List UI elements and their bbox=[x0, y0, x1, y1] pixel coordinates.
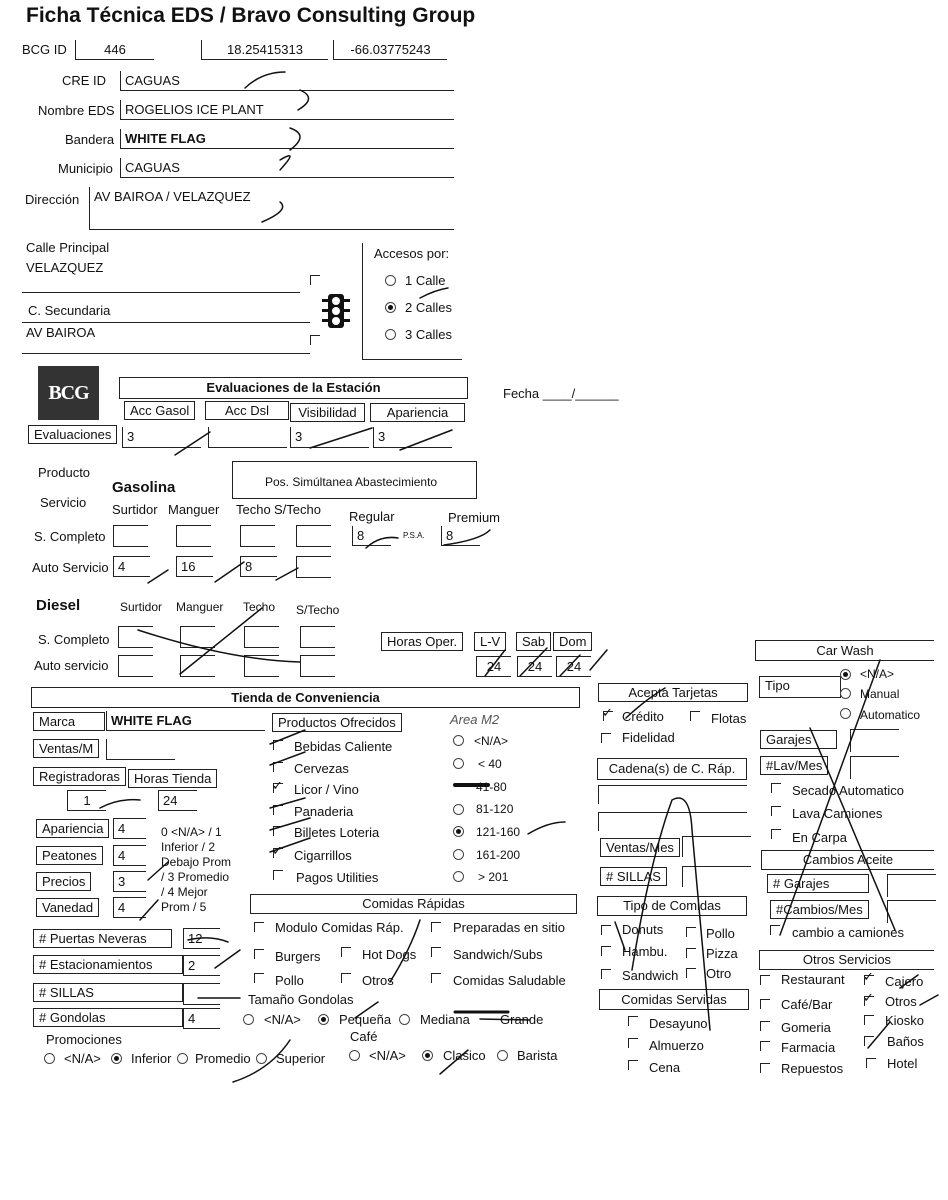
repuestos-label: Repuestos bbox=[781, 1061, 844, 1076]
promo-na-label: <N/A> bbox=[64, 1051, 101, 1066]
gas-manguer-header: Manguer bbox=[168, 502, 220, 517]
latitude-field[interactable]: 18.25415313 bbox=[201, 40, 328, 60]
variedad-label: Vanedad bbox=[36, 898, 99, 917]
gondola-mediana-label: Mediana bbox=[420, 1012, 470, 1027]
visibilidad-header: Visibilidad bbox=[290, 403, 365, 422]
scale-0: 0 <N/A> / 1 bbox=[161, 825, 222, 839]
evaluaciones-title: Evaluaciones de la Estación bbox=[119, 377, 468, 399]
municipio-label: Municipio bbox=[58, 161, 113, 176]
cafe-clasico-label: Clasico bbox=[443, 1048, 486, 1063]
flotas-label: Flotas bbox=[711, 711, 747, 726]
en-carpa-label: En Carpa bbox=[792, 830, 847, 845]
accesos-1-radio[interactable] bbox=[385, 275, 396, 286]
apariencia-header: Apariencia bbox=[370, 403, 465, 422]
car-wash-title: Car Wash bbox=[755, 640, 934, 661]
diesel-sc-surtidor[interactable] bbox=[118, 626, 153, 648]
desayuno-label: Desayuno bbox=[649, 1016, 708, 1031]
fidelidad-checkbox[interactable] bbox=[601, 733, 611, 743]
hotel-label: Hotel bbox=[887, 1056, 918, 1071]
accesos-label: Accesos por: bbox=[374, 246, 450, 261]
kiosko-label: Kiosko bbox=[885, 1013, 925, 1028]
acc-gasol-header: Acc Gasol bbox=[124, 401, 195, 420]
cambios-aceite-title: Cambios Aceite bbox=[761, 850, 934, 870]
registradoras-label: Registradoras bbox=[33, 767, 126, 786]
hotdogs-label: Hot Dogs bbox=[362, 947, 417, 962]
n-cambios-label: #Cambios/Mes bbox=[770, 900, 869, 919]
modulo-label: Modulo Comidas Ráp. bbox=[275, 920, 404, 935]
garajes-field[interactable] bbox=[850, 729, 899, 752]
traffic-light-icon bbox=[321, 293, 351, 334]
sandwich-subs-checkbox[interactable] bbox=[431, 947, 441, 957]
marca-label: Marca bbox=[33, 712, 105, 731]
credito-check-mark: ✓ bbox=[602, 705, 613, 720]
hotdogs-checkbox[interactable] bbox=[341, 947, 351, 957]
cigarrillos-label: Cigarrillos bbox=[294, 848, 352, 863]
otros-servicios-title: Otros Servicios bbox=[759, 950, 934, 970]
gondola-grande-label: Grande bbox=[500, 1012, 544, 1027]
cafe-bar-label: Café/Bar bbox=[781, 997, 833, 1012]
bcg-logo: BCG bbox=[38, 366, 99, 420]
calle-secundaria-field[interactable]: AV BAIROA bbox=[22, 322, 310, 354]
nombre-field[interactable]: ROGELIOS ICE PLANT bbox=[120, 100, 454, 120]
sillas-field[interactable] bbox=[183, 983, 220, 1005]
carwash-auto-radio[interactable] bbox=[840, 708, 851, 719]
calle-principal-label: Calle Principal bbox=[26, 240, 110, 255]
cambio-camiones-label: cambio a camiones bbox=[792, 925, 904, 940]
comidas-servidas-title: Comidas Servidas bbox=[599, 989, 749, 1010]
diesel-as-techo[interactable] bbox=[244, 655, 279, 677]
puertas-neveras-field[interactable]: 12 bbox=[183, 928, 220, 949]
car-wash-tipo-label: Tipo bbox=[759, 676, 841, 698]
diesel-sc-stecho[interactable] bbox=[300, 626, 335, 648]
burgers-checkbox[interactable] bbox=[254, 949, 264, 959]
cadena-sillas-label: # SILLAS bbox=[600, 867, 667, 886]
loteria-checkbox[interactable] bbox=[273, 826, 283, 836]
almuerzo-checkbox[interactable] bbox=[628, 1038, 638, 1048]
sandwich-tipo-checkbox[interactable] bbox=[601, 969, 611, 979]
modulo-checkbox[interactable] bbox=[254, 922, 264, 932]
estacionamientos-label: # Estacionamientos bbox=[33, 955, 183, 974]
gondola-pequena-label: Pequeña bbox=[339, 1012, 392, 1027]
pollo-label: Pollo bbox=[275, 973, 304, 988]
comidas-rapidas-title: Comidas Rápidas bbox=[250, 894, 577, 914]
premium-header: Premium bbox=[448, 510, 501, 525]
premium-value[interactable]: 8 bbox=[441, 526, 480, 546]
promo-promedio-label: Promedio bbox=[195, 1051, 251, 1066]
fidelidad-label: Fidelidad bbox=[622, 730, 675, 745]
gas-sc-manguer[interactable] bbox=[176, 525, 211, 547]
servicio-label: Servicio bbox=[40, 495, 87, 510]
calle-secundaria-checkbox[interactable] bbox=[310, 335, 320, 345]
gondola-mediana-radio[interactable] bbox=[399, 1014, 410, 1025]
precios-label: Precios bbox=[36, 872, 91, 891]
carwash-manual-label: Manual bbox=[860, 687, 900, 701]
secado-checkbox[interactable] bbox=[771, 783, 781, 793]
area-201-radio[interactable] bbox=[453, 871, 464, 882]
cre-id-field[interactable]: CAGUAS bbox=[120, 71, 454, 91]
bebidas-checkbox[interactable] bbox=[273, 740, 283, 750]
pagos-checkbox[interactable] bbox=[273, 870, 283, 880]
cadena-title: Cadena(s) de C. Ráp. bbox=[597, 758, 747, 780]
tamano-gondolas-title: Tamaño Gondolas bbox=[248, 992, 354, 1007]
carwash-manual-radio[interactable] bbox=[840, 688, 851, 699]
cafe-barista-label: Barista bbox=[517, 1048, 558, 1063]
hambu-checkbox[interactable] bbox=[601, 946, 611, 956]
tipo-comidas-title: Tipo de Comidas bbox=[597, 896, 747, 916]
apariencia-value[interactable]: 3 bbox=[373, 427, 452, 448]
bcg-id-field[interactable]: 446 bbox=[75, 40, 154, 60]
peatones-label: Peatones bbox=[36, 846, 103, 865]
carwash-na-radio[interactable] bbox=[840, 669, 851, 680]
scale-1: Inferior / 2 bbox=[161, 840, 216, 854]
scale-3: / 3 Promedio bbox=[161, 870, 230, 884]
gas-stecho-header: S/Techo bbox=[274, 502, 321, 517]
sandwich-tipo-label: Sandwich bbox=[622, 968, 679, 983]
promo-na-radio[interactable] bbox=[44, 1053, 55, 1064]
scale-4: / 4 Mejor bbox=[161, 885, 208, 899]
fecha-label[interactable]: Fecha ____/______ bbox=[503, 386, 619, 401]
en-carpa-checkbox[interactable] bbox=[771, 829, 781, 839]
cafe-na-label: <N/A> bbox=[369, 1048, 406, 1063]
panaderia-checkbox[interactable] bbox=[273, 805, 283, 815]
lav-mes-field[interactable] bbox=[850, 756, 899, 779]
page-title: Ficha Técnica EDS / Bravo Consulting Group bbox=[26, 4, 476, 27]
puertas-neveras-label: # Puertas Neveras bbox=[33, 929, 172, 948]
gondola-na-label: <N/A> bbox=[264, 1012, 301, 1027]
diesel-as-stecho[interactable] bbox=[300, 655, 335, 677]
diesel-as-surtidor[interactable] bbox=[118, 655, 153, 677]
diesel-as-manguer[interactable] bbox=[180, 655, 215, 677]
burgers-label: Burgers bbox=[275, 949, 321, 964]
diesel-techo-header: Techo bbox=[243, 600, 276, 614]
repuestos-checkbox[interactable] bbox=[760, 1063, 770, 1073]
municipio-field[interactable]: CAGUAS bbox=[120, 158, 454, 178]
otros-serv-label: Otros bbox=[885, 994, 917, 1009]
direccion-field[interactable]: AV BAIROA / VELAZQUEZ bbox=[89, 187, 454, 230]
diesel-sc-manguer[interactable] bbox=[180, 626, 215, 648]
ventas-m-field[interactable] bbox=[106, 739, 175, 760]
area-160-radio[interactable] bbox=[453, 826, 464, 837]
pollo-tipo-label: Pollo bbox=[706, 926, 735, 941]
banos-checkbox[interactable] bbox=[864, 1036, 874, 1046]
variedad-field[interactable]: 4 bbox=[113, 897, 146, 918]
gas-sc-surtidor[interactable] bbox=[113, 525, 148, 547]
saludable-label: Comidas Saludable bbox=[453, 973, 566, 988]
garajes-label: Garajes bbox=[760, 730, 837, 749]
diesel-manguer-header: Manguer bbox=[176, 600, 224, 614]
preparadas-label: Preparadas en sitio bbox=[453, 920, 566, 935]
farmacia-checkbox[interactable] bbox=[760, 1041, 770, 1051]
otros-comidas-label: Otros bbox=[362, 973, 394, 988]
gas-sc-stecho[interactable] bbox=[296, 525, 331, 547]
gondola-na-radio[interactable] bbox=[243, 1014, 254, 1025]
horas-tienda-label: Horas Tienda bbox=[128, 769, 217, 788]
apariencia-label: Apariencia bbox=[36, 819, 109, 838]
scale-2: Debajo Prom bbox=[161, 855, 232, 869]
gas-techo-header: Techo bbox=[236, 502, 271, 517]
gasolina-title: Gasolina bbox=[112, 479, 176, 496]
ventas-m-label: Ventas/M bbox=[33, 739, 99, 758]
regular-value[interactable]: 8 bbox=[352, 526, 391, 546]
sab-header: Sab bbox=[516, 632, 551, 651]
accesos-1-label: 1 Calle bbox=[405, 273, 446, 288]
psa-label: P.S.A. bbox=[403, 531, 425, 540]
lav-mes-label: #Lav/Mes bbox=[760, 756, 828, 775]
marca-field[interactable]: WHITE FLAG bbox=[106, 711, 265, 731]
acc-dsl-header: Acc Dsl bbox=[205, 401, 289, 420]
cadena-field-2[interactable] bbox=[598, 812, 747, 831]
gas-sc-techo[interactable] bbox=[240, 525, 275, 547]
sandwich-subs-label: Sandwich/Subs bbox=[453, 947, 543, 962]
saludable-checkbox[interactable] bbox=[431, 973, 441, 983]
desayuno-checkbox[interactable] bbox=[628, 1016, 638, 1026]
precios-field[interactable]: 3 bbox=[113, 871, 146, 892]
diesel-auto-servicio-label: Auto servicio bbox=[34, 658, 109, 673]
gas-as-surtidor[interactable]: 4 bbox=[113, 556, 150, 577]
cambio-camiones-checkbox[interactable] bbox=[770, 925, 780, 935]
n-garajes-label: # Garajes bbox=[767, 874, 869, 893]
promo-inferior-label: Inferior bbox=[131, 1051, 172, 1066]
otro-tipo-label: Otro bbox=[706, 966, 732, 981]
farmacia-label: Farmacia bbox=[781, 1040, 836, 1055]
area-160-label: 121-160 bbox=[476, 825, 521, 839]
accesos-3-label: 3 Calles bbox=[405, 327, 452, 342]
cajero-label: Cajero bbox=[885, 974, 924, 989]
cadena-sillas-field[interactable] bbox=[682, 866, 751, 887]
cafe-barista-radio[interactable] bbox=[497, 1050, 508, 1061]
registradoras-field[interactable]: 1 bbox=[67, 790, 106, 811]
pizza-label: Pizza bbox=[706, 946, 738, 961]
gomeria-label: Gomeria bbox=[781, 1020, 831, 1035]
cena-label: Cena bbox=[649, 1060, 681, 1075]
accesos-2-label: 2 Calles bbox=[405, 300, 452, 315]
cervezas-label: Cervezas bbox=[294, 761, 349, 776]
gas-as-manguer[interactable]: 16 bbox=[176, 556, 213, 577]
estacionamientos-field[interactable]: 2 bbox=[183, 955, 220, 976]
direccion-label: Dirección bbox=[25, 192, 80, 207]
otros-serv-check-mark: ✓ bbox=[863, 990, 874, 1005]
lava-camiones-checkbox[interactable] bbox=[771, 806, 781, 816]
calle-secundaria-label: C. Secundaria bbox=[28, 303, 111, 318]
horas-tienda-field[interactable]: 24 bbox=[158, 790, 197, 811]
promo-superior-radio[interactable] bbox=[256, 1053, 267, 1064]
cigarrillos-check-mark: ✓ bbox=[272, 843, 283, 858]
s-completo-label: S. Completo bbox=[34, 529, 106, 544]
diesel-s-completo-label: S. Completo bbox=[38, 632, 110, 647]
apariencia-field[interactable]: 4 bbox=[113, 818, 146, 839]
acc-gasol-value[interactable]: 3 bbox=[122, 427, 201, 448]
producto-label: Producto bbox=[38, 465, 91, 480]
dom-value[interactable]: 24 bbox=[556, 656, 591, 677]
nombre-label: Nombre EDS bbox=[38, 103, 115, 118]
area-na-radio[interactable] bbox=[453, 735, 464, 746]
cervezas-checkbox[interactable] bbox=[273, 762, 283, 772]
kiosko-checkbox[interactable] bbox=[864, 1015, 874, 1025]
cafe-clasico-radio[interactable] bbox=[422, 1050, 433, 1061]
area-200-radio[interactable] bbox=[453, 849, 464, 860]
promo-superior-label: Superior bbox=[276, 1051, 326, 1066]
area-201-label: > 201 bbox=[478, 870, 509, 884]
bandera-label: Bandera bbox=[65, 132, 115, 147]
pos-simultanea-label: Pos. Simúltanea Abastecimiento bbox=[265, 475, 438, 489]
promo-promedio-radio[interactable] bbox=[177, 1053, 188, 1064]
longitude-field[interactable]: -66.03775243 bbox=[333, 40, 447, 60]
cena-checkbox[interactable] bbox=[628, 1060, 638, 1070]
acc-dsl-value[interactable] bbox=[208, 427, 287, 448]
hotel-checkbox[interactable] bbox=[866, 1058, 876, 1068]
cadena-ventas-field[interactable] bbox=[682, 836, 751, 857]
gondola-pequena-radio[interactable] bbox=[318, 1014, 329, 1025]
sillas-label: # SILLAS bbox=[33, 983, 183, 1002]
loteria-label: Billetes Loteria bbox=[294, 825, 380, 840]
diesel-sc-techo[interactable] bbox=[244, 626, 279, 648]
almuerzo-label: Almuerzo bbox=[649, 1038, 704, 1053]
banos-label: Baños bbox=[887, 1034, 924, 1049]
n-cambios-field[interactable] bbox=[887, 900, 936, 923]
cajero-check-mark: ✓ bbox=[863, 969, 874, 984]
accesos-3-radio[interactable] bbox=[385, 329, 396, 340]
cadena-field-1[interactable] bbox=[598, 785, 747, 804]
productos-ofrecidos-title: Productos Ofrecidos bbox=[272, 713, 402, 732]
promo-inferior-radio[interactable] bbox=[111, 1053, 122, 1064]
area-120-label: 81-120 bbox=[476, 802, 514, 816]
otros-comidas-checkbox[interactable] bbox=[341, 973, 351, 983]
n-garajes-field[interactable] bbox=[887, 874, 936, 897]
bebidas-label: Bebidas Caliente bbox=[294, 739, 393, 754]
area-120-radio[interactable] bbox=[453, 804, 464, 815]
lava-camiones-label: Lava Camiones bbox=[792, 806, 883, 821]
visibilidad-value[interactable]: 3 bbox=[290, 427, 369, 448]
evaluaciones-row-label: Evaluaciones bbox=[28, 425, 117, 444]
accesos-2-radio[interactable] bbox=[385, 302, 396, 313]
cadena-ventas-label: Ventas/Mes bbox=[600, 838, 680, 857]
secado-label: Secado Automatico bbox=[792, 783, 905, 798]
area-40-radio[interactable] bbox=[453, 758, 464, 769]
gondolas-field[interactable]: 4 bbox=[183, 1008, 220, 1029]
lv-header: L-V bbox=[474, 632, 506, 651]
pollo-tipo-checkbox[interactable] bbox=[686, 927, 696, 937]
tienda-title: Tienda de Conveniencia bbox=[31, 687, 580, 708]
area-na-label: <N/A> bbox=[474, 734, 509, 748]
sab-value[interactable]: 24 bbox=[517, 656, 552, 677]
pagos-label: Pagos Utilities bbox=[296, 870, 379, 885]
gas-as-stecho[interactable] bbox=[296, 556, 331, 578]
otro-tipo-checkbox[interactable] bbox=[686, 968, 696, 978]
panaderia-label: Panaderia bbox=[294, 804, 354, 819]
horas-oper-label: Horas Oper. bbox=[381, 632, 463, 651]
dom-header: Dom bbox=[553, 632, 592, 651]
carwash-na-label: <N/A> bbox=[860, 667, 895, 681]
scale-5: Prom / 5 bbox=[161, 900, 207, 914]
area-title: Area M2 bbox=[450, 712, 500, 727]
gomeria-checkbox[interactable] bbox=[760, 1021, 770, 1031]
diesel-title: Diesel bbox=[36, 597, 81, 614]
cafe-na-radio[interactable] bbox=[349, 1050, 360, 1061]
licor-label: Licor / Vino bbox=[294, 782, 359, 797]
promociones-title: Promociones bbox=[46, 1032, 122, 1047]
regular-header: Regular bbox=[349, 509, 395, 524]
cafe-title: Café bbox=[350, 1029, 378, 1044]
gondolas-label: # Gondolas bbox=[33, 1008, 183, 1027]
diesel-surtidor-header: Surtidor bbox=[120, 600, 163, 614]
pollo-checkbox[interactable] bbox=[254, 973, 264, 983]
area-80-label: 41-80 bbox=[476, 780, 507, 794]
restaurant-label: Restaurant bbox=[781, 972, 845, 987]
restaurant-checkbox[interactable] bbox=[760, 975, 770, 985]
gas-as-techo[interactable]: 8 bbox=[240, 556, 277, 577]
diesel-stecho-header: S/Techo bbox=[296, 603, 340, 617]
hambu-label: Hambu. bbox=[622, 944, 668, 959]
bandera-field[interactable]: WHITE FLAG bbox=[120, 129, 454, 149]
calle-principal-field[interactable]: VELAZQUEZ bbox=[22, 258, 300, 293]
lv-value[interactable]: 24 bbox=[476, 656, 511, 677]
peatones-field[interactable]: 4 bbox=[113, 845, 146, 866]
pizza-checkbox[interactable] bbox=[686, 948, 696, 958]
preparadas-checkbox[interactable] bbox=[431, 922, 441, 932]
area-200-label: 161-200 bbox=[476, 848, 521, 862]
bcg-id-label: BCG ID bbox=[22, 42, 67, 57]
donuts-checkbox[interactable] bbox=[601, 925, 611, 935]
area-40-label: < 40 bbox=[478, 757, 502, 771]
donuts-label: Donuts bbox=[622, 922, 664, 937]
calle-principal-checkbox[interactable] bbox=[310, 275, 320, 285]
flotas-checkbox[interactable] bbox=[690, 711, 700, 721]
auto-servicio-label: Auto Servicio bbox=[32, 560, 109, 575]
cafe-bar-checkbox[interactable] bbox=[760, 999, 770, 1009]
cre-id-label: CRE ID bbox=[62, 73, 107, 88]
credito-label: Crédito bbox=[622, 709, 664, 724]
gas-surtidor-header: Surtidor bbox=[112, 502, 158, 517]
carwash-auto-label: Automatico bbox=[860, 708, 921, 722]
licor-check-mark: ✓ bbox=[272, 778, 283, 793]
tarjetas-title: Acepta Tarjetas bbox=[598, 683, 748, 702]
